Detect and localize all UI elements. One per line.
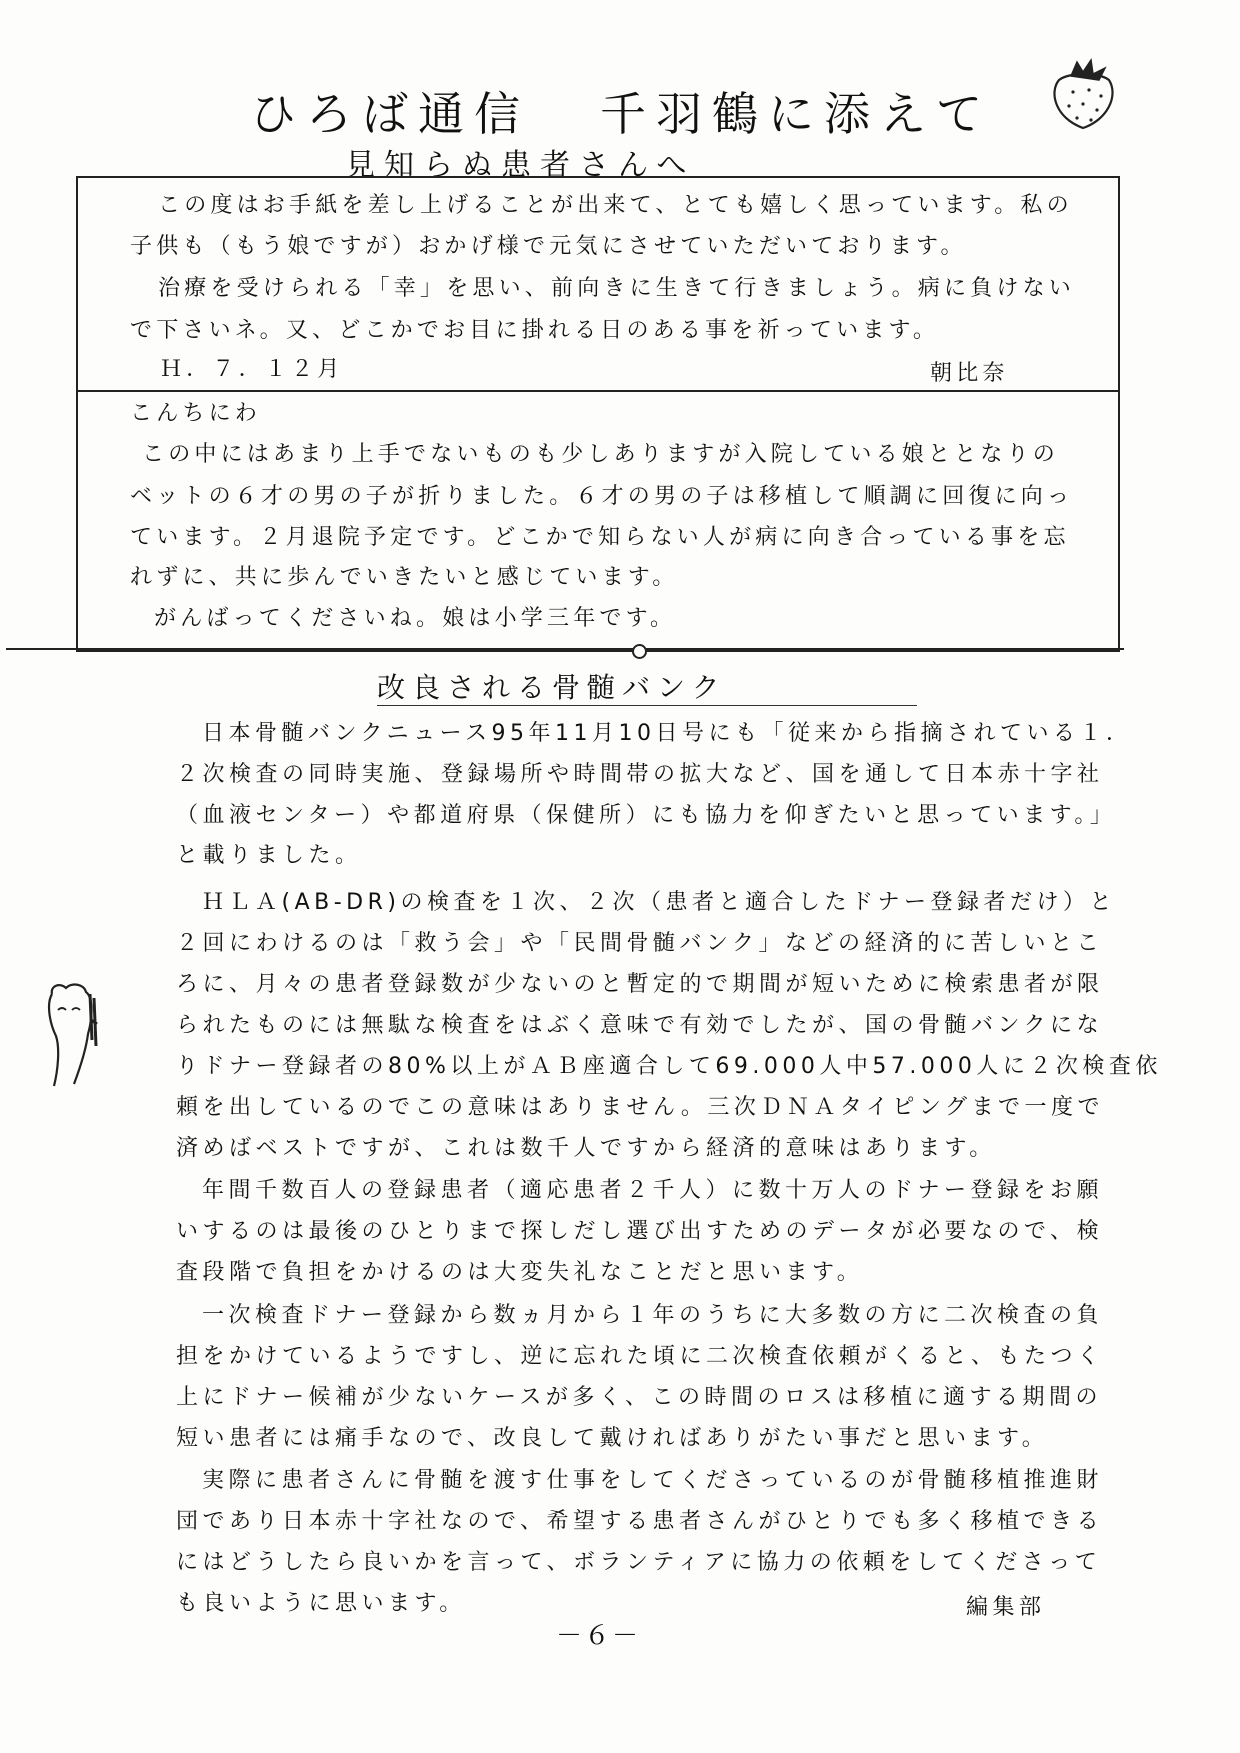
article-line: 担をかけているようですし、逆に忘れた頃に二次検査依頼がくると、もたつく bbox=[176, 1344, 1104, 1369]
article-line: にはどうしたら良いかを言って、ボランティアに協力の依頼をしてくださって bbox=[176, 1550, 1102, 1575]
article-line: ２回にわけるのは「救う会」や「民間骨髄バンク」などの経済的に苦しいとこ bbox=[176, 931, 1104, 956]
article-line: りドナー登録者の80%以上がＡＢ座適合して69.000人中57.000人に２次検査依 bbox=[176, 1054, 1162, 1079]
letter1-line: この度はお手紙を差し上げることが出来て、とても嬉しく思っています。私の bbox=[158, 193, 1073, 218]
letter2-line: ています。２月退院予定です。どこかで知らない人が病に向き合っている事を忘 bbox=[130, 525, 1070, 550]
article-line: 短い患者には痛手なので、改良して戴ければありがたい事だと思います。 bbox=[176, 1426, 1049, 1451]
divider-ornament bbox=[632, 644, 647, 659]
letters-divider bbox=[76, 390, 1120, 392]
article-line: 頼を出しているのでこの意味はありません。三次ＤＮＡタイピングまで一度で bbox=[176, 1095, 1104, 1120]
article-line: 日本骨髄バンクニュース95年11月10日号にも「従来から指摘されている１． bbox=[202, 721, 1133, 746]
section-divider bbox=[6, 648, 1124, 650]
article-line: 上にドナー候補が少ないケースが多く、この時間のロスは移植に適する期間の bbox=[176, 1385, 1102, 1410]
article-heading-underline bbox=[377, 705, 917, 706]
title-part1: ひろば通信 bbox=[250, 87, 530, 141]
letter2-line: この中にはあまり上手でないものも少しありますが入院している娘ととなりの bbox=[142, 442, 1060, 467]
article-line: も良いように思います。 bbox=[176, 1591, 466, 1616]
article-heading: 改良される骨髄バンク bbox=[377, 671, 727, 704]
letter1-line: 子供も（もう娘ですが）おかげ様で元気にさせていただいております。 bbox=[130, 234, 967, 259]
article-line: 年間千数百人の登録患者（適応患者２千人）に数十万人のドナー登録をお願 bbox=[202, 1178, 1104, 1203]
article-line: 済めばベストですが、これは数千人ですから経済的意味はあります。 bbox=[176, 1136, 996, 1161]
letter1-line: で下さいネ。又、どこかでお目に掛れる日のある事を祈っています。 bbox=[130, 318, 940, 343]
article-line: られたものには無駄な検査をはぶく意味で有効でしたが、国の骨髄バンクにな bbox=[176, 1013, 1104, 1038]
sheep-doodle-icon bbox=[44, 980, 114, 1090]
title-part2: 千羽鶴に添えて bbox=[600, 87, 992, 141]
article-line: 査段階で負担をかけるのは大変失礼なことだと思います。 bbox=[176, 1260, 864, 1285]
letter2-line: れずに、共に歩んでいきたいと感じています。 bbox=[130, 565, 679, 590]
article-signature: 編集部 bbox=[966, 1595, 1046, 1620]
article-line: 団であり日本赤十字社なので、希望する患者さんがひとりでも多く移植できる bbox=[176, 1509, 1104, 1534]
article-line: ＨＬＡ(AB-DR)の検査を１次、２次（患者と適合したドナー登録者だけ）と bbox=[202, 890, 1116, 915]
strawberry-icon bbox=[1045, 56, 1123, 134]
article-line: ２次検査の同時実施、登録場所や時間帯の拡大など、国を通して日本赤十字社 bbox=[176, 762, 1104, 787]
letter1-signature: 朝比奈 bbox=[930, 361, 1009, 386]
letter2-line: ベットの６才の男の子が折りました。６才の男の子は移植して順調に回復に向っ bbox=[130, 484, 1074, 509]
article-line: 実際に患者さんに骨髄を渡す仕事をしてくださっているのが骨髄移植推進財 bbox=[202, 1468, 1104, 1493]
letter2-line: がんばってくださいね。娘は小学三年です。 bbox=[154, 606, 677, 631]
article-line: （血液センター）や都道府県（保健所）にも協力を仰ぎたいと思っています。」 bbox=[176, 803, 1117, 828]
article-line: いするのは最後のひとりまで探しだし選び出すためのデータが必要なので、検 bbox=[176, 1219, 1104, 1244]
subtitle: 見知らぬ患者さんへ bbox=[345, 148, 696, 183]
letter2-greeting: こんちにわ bbox=[130, 401, 262, 426]
letter1-line: 治療を受けられる「幸」を思い、前向きに生きて行きましょう。病に負けない bbox=[158, 276, 1076, 301]
article-line: と載りました。 bbox=[176, 843, 362, 868]
article-line: 一次検査ドナー登録から数ヵ月から１年のうちに大多数の方に二次検査の負 bbox=[202, 1303, 1104, 1328]
page-title bbox=[250, 78, 992, 144]
letter1-date: Ｈ．７．１２月 bbox=[160, 357, 344, 382]
article-line: ろに、月々の患者登録数が少ないのと暫定的で期間が短いために検索患者が限 bbox=[176, 972, 1104, 997]
page-number: －６－ bbox=[556, 1621, 641, 1651]
